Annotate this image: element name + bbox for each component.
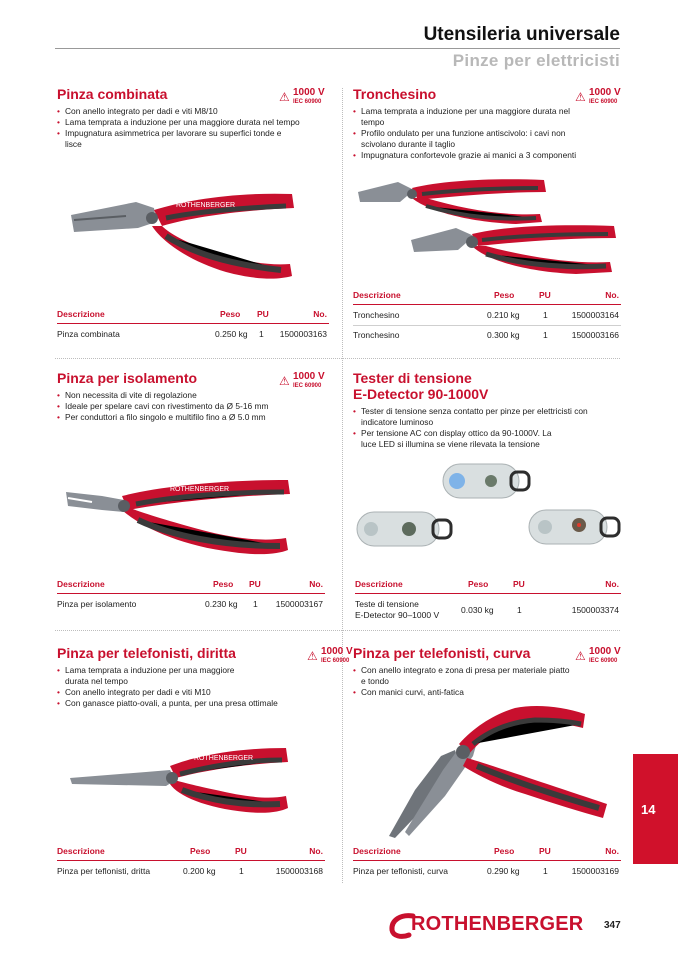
feature-list xyxy=(353,106,578,161)
cell-desc: Pinza per teflonisti, dritta xyxy=(57,866,151,876)
header-divider xyxy=(55,48,620,49)
row-rule xyxy=(353,325,621,326)
chapter-number: 14 xyxy=(641,802,656,817)
cell-pu: 1 xyxy=(543,866,548,876)
pinza-telefonisti-curva-image xyxy=(385,700,615,840)
feature-list xyxy=(353,406,603,450)
cell-pu: 1 xyxy=(253,599,258,609)
table-row xyxy=(353,327,621,345)
warning-triangle-icon: ⚠ xyxy=(279,374,290,388)
col-header-desc: Descrizione xyxy=(355,579,403,589)
tool-brand-label: ROTHENBERGER xyxy=(170,486,230,493)
col-header-desc: Descrizione xyxy=(57,846,105,856)
cell-pu: 1 xyxy=(543,330,548,340)
brand-name: ROTHENBERGER xyxy=(411,913,584,935)
product-title: Pinza combinata xyxy=(57,86,168,102)
product-card-tronchesino xyxy=(353,86,625,161)
col-header-desc: Descrizione xyxy=(57,309,105,319)
warning-triangle-icon: ⚠ xyxy=(575,649,586,663)
table-row xyxy=(57,863,325,881)
cell-desc: Tronchesino xyxy=(353,310,400,320)
feature-item: • Con manici curvi, anti-fatica xyxy=(353,687,573,698)
voltage-badge xyxy=(307,645,357,669)
feature-item: • Con anello integrato per dadi e viti M8/10 xyxy=(57,106,329,117)
tester-device xyxy=(357,512,451,546)
feature-list xyxy=(57,390,329,423)
table-row xyxy=(355,596,621,624)
table-row xyxy=(57,596,325,614)
feature-item: • Ideale per spelare cavi con rivestimento da Ø 5-16 mm xyxy=(57,401,329,412)
cell-no: 1500003168 xyxy=(275,866,323,876)
cell-no: 1500003163 xyxy=(279,329,327,339)
cell-desc: Pinza combinata xyxy=(57,329,120,339)
warning-triangle-icon: ⚠ xyxy=(307,649,318,663)
table-header-rule xyxy=(57,323,329,324)
e-detector-image xyxy=(353,456,623,556)
col-header-pu: PU xyxy=(235,846,247,856)
product-table-isolamento xyxy=(57,579,325,619)
col-header-desc: Descrizione xyxy=(353,846,401,856)
product-table-tronchesino xyxy=(353,290,621,346)
row-divider xyxy=(55,630,620,631)
col-header-no: No. xyxy=(605,290,619,300)
voltage-value: 1000 V xyxy=(293,371,325,382)
cell-no: 1500003164 xyxy=(571,310,619,320)
pinza-telefonisti-diritta-image xyxy=(66,736,298,826)
tool-brand-label: ROTHENBERGER xyxy=(176,202,236,209)
voltage-badge xyxy=(575,645,625,669)
cell-weight: 0.300 kg xyxy=(487,330,520,340)
cell-weight: 0.200 kg xyxy=(183,866,216,876)
product-card-tester xyxy=(353,370,625,450)
tester-device xyxy=(529,510,619,544)
column-divider xyxy=(342,88,343,883)
table-header-rule xyxy=(353,860,621,861)
cell-weight: 0.290 kg xyxy=(487,866,520,876)
feature-item: • Tester di tensione senza contatto per pinze per elettricisti con indicatore luminoso xyxy=(353,406,603,428)
product-card-combinata xyxy=(57,86,329,150)
feature-item: • Per conduttori a filo singolo e multifilo fino a Ø 5.0 mm xyxy=(57,412,329,423)
col-header-weight: Peso xyxy=(213,579,234,589)
cell-pu: 1 xyxy=(543,310,548,320)
cell-no: 1500003169 xyxy=(571,866,619,876)
feature-item: • Con anello integrato e zona di presa per materiale piatto e tondo xyxy=(353,665,573,687)
col-header-desc: Descrizione xyxy=(353,290,401,300)
cell-weight: 0.210 kg xyxy=(487,310,520,320)
cell-desc-line2: E-Detector 90–1000 V xyxy=(355,610,440,620)
cell-pu: 1 xyxy=(239,866,244,876)
voltage-value: 1000 V xyxy=(293,87,325,98)
cell-desc: Tronchesino xyxy=(353,330,400,340)
col-header-no: No. xyxy=(605,846,619,856)
page-number: 347 xyxy=(604,920,621,931)
cell-no: 1500003166 xyxy=(571,330,619,340)
feature-item: • Impugnatura asimmetrica per lavorare su superfici tonde e lisce xyxy=(57,128,285,150)
col-header-weight: Peso xyxy=(220,309,241,319)
product-card-isolamento xyxy=(57,370,329,423)
product-title: Pinza per isolamento xyxy=(57,370,198,386)
col-header-no: No. xyxy=(313,309,327,319)
cell-weight: 0.250 kg xyxy=(215,329,248,339)
voltage-standard: IEC 60900 xyxy=(589,658,618,664)
warning-triangle-icon: ⚠ xyxy=(575,90,586,104)
page-subtitle: Pinze per elettricisti xyxy=(452,51,620,70)
row-divider xyxy=(55,358,620,359)
voltage-standard: IEC 60900 xyxy=(293,99,322,105)
col-header-no: No. xyxy=(605,579,619,589)
cell-pu: 1 xyxy=(517,605,522,615)
col-header-no: No. xyxy=(309,846,323,856)
col-header-weight: Peso xyxy=(494,290,515,300)
table-header-rule xyxy=(353,304,621,305)
voltage-standard: IEC 60900 xyxy=(321,658,350,664)
product-title: Pinza per telefonisti, diritta xyxy=(57,645,236,661)
col-header-pu: PU xyxy=(539,290,551,300)
col-header-weight: Peso xyxy=(468,579,489,589)
cell-desc: Pinza per isolamento xyxy=(57,599,137,609)
cell-pu: 1 xyxy=(259,329,264,339)
feature-item: • Impugnatura confortevole grazie ai manici a 3 componenti xyxy=(353,150,578,161)
product-title-line2: E-Detector 90-1000V xyxy=(353,386,489,402)
warning-triangle-icon: ⚠ xyxy=(279,90,290,104)
col-header-pu: PU xyxy=(249,579,261,589)
cell-desc: Pinza per teflonisti, curva xyxy=(353,866,448,876)
col-header-pu: PU xyxy=(257,309,269,319)
tronchesino-image xyxy=(356,170,621,285)
table-row xyxy=(353,307,621,325)
product-title: Pinza per telefonisti, curva xyxy=(353,645,531,661)
col-header-no: No. xyxy=(309,579,323,589)
table-row xyxy=(57,326,329,344)
feature-item: • Con ganasce piatto-ovali, a punta, per una presa ottimale xyxy=(57,698,315,709)
voltage-value: 1000 V xyxy=(321,646,353,657)
table-header-rule xyxy=(57,860,325,861)
cell-no: 1500003167 xyxy=(275,599,323,609)
feature-item: • Non necessita di vite di regolazione xyxy=(57,390,329,401)
col-header-desc: Descrizione xyxy=(57,579,105,589)
voltage-standard: IEC 60900 xyxy=(589,99,618,105)
feature-item: • Profilo ondulato per una funzione antiscivolo: i cavi non scivolano durante il taglio xyxy=(353,128,578,150)
tester-device xyxy=(443,464,529,498)
voltage-badge xyxy=(575,86,625,110)
table-header-rule xyxy=(57,593,325,594)
page-title: Utensileria universale xyxy=(423,24,620,45)
pinza-combinata-image xyxy=(66,180,298,290)
col-header-pu: PU xyxy=(539,846,551,856)
brand-logo xyxy=(387,910,585,940)
col-header-weight: Peso xyxy=(190,846,211,856)
voltage-standard: IEC 60900 xyxy=(293,383,322,389)
table-header-rule xyxy=(355,593,621,594)
pinza-isolamento-image xyxy=(62,466,294,566)
product-table-curva xyxy=(353,846,621,886)
feature-item: • Per tensione AC con display ottico da 90-1000V. La luce LED si illumina se viene rilevata la tensione xyxy=(353,428,566,450)
feature-item: • Lama temprata a induzione per una maggiore durata nel tempo xyxy=(57,117,329,128)
product-table-diritta xyxy=(57,846,325,886)
feature-list xyxy=(353,665,573,698)
cell-no: 1500003374 xyxy=(571,605,619,615)
tool-brand-label: ROTHENBERGER xyxy=(194,755,254,762)
product-title: Tronchesino xyxy=(353,86,437,102)
cell-weight: 0.030 kg xyxy=(461,605,494,615)
feature-item: • Lama temprata a induzione per una maggiore durata nel tempo xyxy=(353,106,578,128)
col-header-weight: Peso xyxy=(494,846,515,856)
cell-desc-line1: Teste di tensione xyxy=(355,599,419,609)
feature-item: • Con anello integrato per dadi e viti M10 xyxy=(57,687,329,698)
chapter-tab[interactable] xyxy=(633,754,678,864)
product-table-combinata xyxy=(57,309,329,349)
voltage-value: 1000 V xyxy=(589,87,621,98)
product-card-curva xyxy=(353,645,625,698)
voltage-value: 1000 V xyxy=(589,646,621,657)
feature-item: • Lama temprata a induzione per una maggiore durata nel tempo xyxy=(57,665,255,687)
cell-weight: 0.230 kg xyxy=(205,599,238,609)
product-card-diritta xyxy=(57,645,353,709)
feature-list xyxy=(57,665,329,709)
table-row xyxy=(353,863,621,881)
product-table-tester xyxy=(355,579,621,627)
product-title-line1: Tester di tensione xyxy=(353,370,472,386)
col-header-pu: PU xyxy=(513,579,525,589)
feature-list xyxy=(57,106,329,150)
